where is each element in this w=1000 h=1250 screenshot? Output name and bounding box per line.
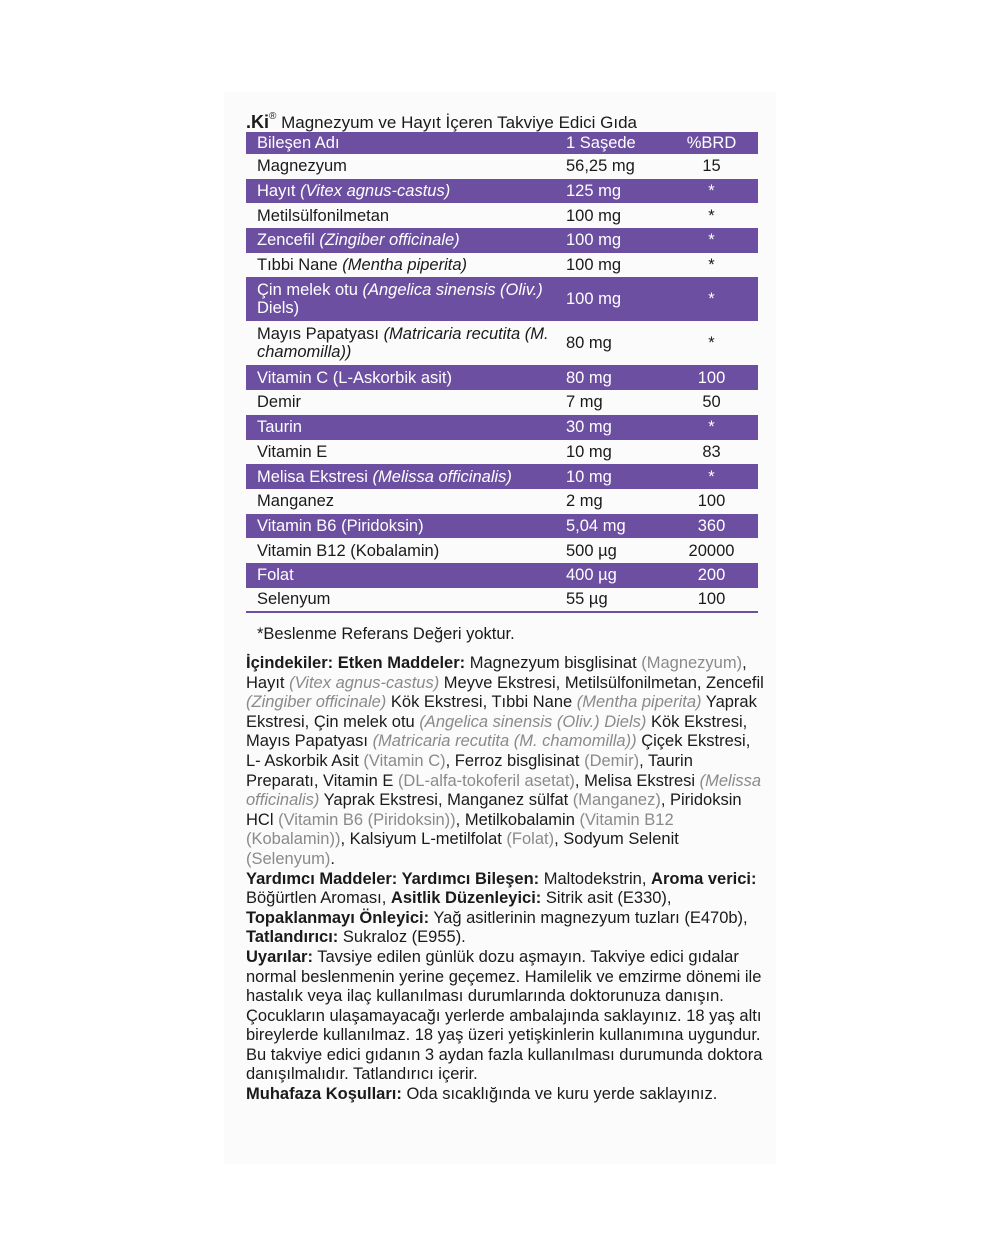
table-row — [246, 390, 758, 415]
row-latin-name: (Vitex agnus-castus) — [300, 182, 451, 201]
row-latin-name: (Mentha piperita) — [342, 256, 468, 275]
nutrition-table — [246, 132, 758, 613]
row-name: Magnezyum — [257, 157, 347, 176]
row-amount: 30 mg — [555, 415, 665, 440]
row-name: Tıbbi Nane — [257, 256, 343, 275]
row-brd: * — [708, 334, 715, 353]
ingredients-note: (Folat) — [506, 830, 555, 849]
ingredients-text: , Kalsiyum L-metilfolat — [340, 830, 507, 849]
row-amount: 100 mg — [555, 277, 665, 321]
row-amount: 56,25 mg — [566, 157, 635, 176]
table-row — [246, 277, 758, 321]
ingredients-text: Kök Ekstresi, Mayıs Papatyası — [246, 712, 748, 751]
ingredients-text: . — [330, 849, 335, 868]
row-brd: * — [665, 415, 758, 440]
ingredients-latin: (Matricaria recutita (M. chamomilla)) — [372, 732, 637, 751]
row-brd: * — [665, 228, 758, 253]
ingredients-note: (DL-alfa-tokoferil asetat) — [397, 771, 575, 790]
row-name: Manganez — [257, 492, 335, 511]
row-latin-name: (Melissa officinalis) — [372, 467, 512, 486]
ingredients-note: (Vitamin C) — [363, 751, 446, 770]
row-name: Metilsülfonilmetan — [257, 206, 390, 225]
row-amount: 100 mg — [566, 206, 622, 225]
excipients-text: Sukraloz (E955). — [338, 928, 466, 947]
row-brd: * — [665, 277, 758, 321]
warnings-text: Tavsiye edilen günlük dozu aşmayın. Takviye edici gıdalar normal beslenmenin yerine geçemez. Hamilelik ve emzirme dönemi ile hastalık veya ilaç kullanılması durumlarında doktorunuza danışın. Çocukların ulaşamayacağı yerlerde ambalajında saklayınız. 18 yaş altı bireylerde kullanılmaz. 18 yaş üzeri yetişkinlerin kullanımına uygundur. Bu takviye edici gıdanın 3 aydan fazla kullanılması durumunda doktora danışılmalıdır. Tatlandırıcı içerir. — [246, 947, 763, 1084]
ingredients-text: , Ferroz bisglisinat — [445, 751, 585, 770]
ingredients-latin: (Vitex agnus-castus) — [289, 673, 440, 692]
table-row — [246, 321, 758, 365]
registered-mark: ® — [269, 111, 277, 122]
row-amount: 100 mg — [566, 256, 622, 275]
brand-name: .Ki — [246, 112, 270, 132]
table-row — [246, 415, 758, 440]
excipients-sublabel: Asitlik Düzenleyici: — [390, 889, 542, 908]
table-row — [246, 228, 758, 253]
table-row — [246, 563, 758, 588]
ingredients-text: , Hayıt — [246, 654, 747, 692]
row-amount: 10 mg — [566, 442, 612, 461]
storage-text: Oda sıcaklığında ve kuru yerde saklayınız. — [401, 1085, 718, 1104]
row-name-tail: Diels) — [257, 299, 300, 318]
ingredients-text: , Sodyum Selenit — [554, 830, 679, 849]
header-ingredient: Bileşen Adı — [246, 132, 555, 154]
ingredients-text: Kök Ekstresi, Tıbbi Nane — [386, 693, 577, 712]
row-latin-name: (Angelica sinensis (Oliv.) — [362, 281, 543, 300]
warnings-label: Uyarılar: — [246, 947, 313, 966]
ingredients-note: (Manganez) — [572, 791, 661, 810]
header-brd: %BRD — [665, 132, 758, 154]
row-brd: 200 — [665, 563, 758, 588]
table-row — [246, 514, 758, 539]
row-name: Mayıs Papatyası — [257, 325, 384, 344]
row-amount: 10 mg — [555, 464, 665, 489]
row-name: Selenyum — [257, 590, 331, 609]
row-brd: 100 — [665, 588, 758, 613]
table-row — [246, 179, 758, 204]
table-row — [246, 489, 758, 514]
storage-label: Muhafaza Koşulları: — [246, 1085, 402, 1104]
warnings-paragraph — [246, 948, 766, 1085]
product-title-text: Magnezyum ve Hayıt İçeren Takviye Edici Gıda — [276, 113, 638, 132]
row-name: Vitamin B12 (Kobalamin) — [257, 541, 440, 560]
table-row — [246, 253, 758, 278]
table-row — [246, 464, 758, 489]
row-latin-name: (Matricaria recutita (M. chamomilla)) — [257, 325, 549, 362]
row-amount: 500 µg — [566, 541, 617, 560]
ingredients-note: (Demir) — [584, 751, 640, 770]
row-amount: 55 µg — [555, 588, 665, 613]
table-row — [246, 588, 758, 613]
row-name: Zencefil — [257, 231, 320, 250]
table-row — [246, 154, 758, 179]
row-amount: 2 mg — [566, 492, 603, 511]
row-name: Taurin — [257, 418, 302, 437]
row-name: Vitamin E — [257, 442, 328, 461]
row-brd: 100 — [665, 365, 758, 390]
excipients-paragraph — [246, 870, 766, 948]
row-name: Demir — [257, 393, 301, 412]
ingredients-text: , Melisa Ekstresi — [574, 771, 700, 790]
ingredients-latin: (Mentha piperita) — [576, 693, 702, 712]
row-brd: 83 — [702, 442, 721, 461]
ingredients-text: Meyve Ekstresi, Metilsülfonilmetan, Zencefil — [439, 673, 764, 692]
ingredients-text: Çiçek Ekstresi, L- Askorbik Asit — [246, 732, 751, 770]
excipients-sublabel: Aroma verici: — [651, 869, 757, 888]
ingredients-note: (Vitamin B12 (Kobalamin)) — [246, 810, 674, 849]
row-amount: 7 mg — [566, 393, 603, 412]
row-latin-name: (Zingiber officinale) — [319, 231, 460, 250]
row-amount: 100 mg — [555, 228, 665, 253]
row-brd: * — [708, 206, 715, 225]
table-row — [246, 203, 758, 228]
row-brd: * — [708, 256, 715, 275]
ingredients-text: , Metilkobalamin — [455, 810, 580, 829]
table-header-row — [246, 132, 758, 154]
excipients-sublabel: Tatlandırıcı: — [246, 928, 339, 947]
row-name: Hayıt — [257, 182, 301, 201]
ingredients-note: (Selenyum) — [246, 849, 331, 868]
ingredients-label: İçindekiler: Etken Maddeler: — [246, 654, 466, 672]
excipients-label: Yardımcı Maddeler: Yardımcı Bileşen: — [246, 869, 540, 888]
row-amount: 125 mg — [555, 179, 665, 204]
ingredients-text: , Piridoksin HCl — [246, 791, 742, 829]
ingredients-latin: (Angelica sinensis (Oliv.) Diels) — [419, 712, 647, 731]
brd-footnote: *Beslenme Referans Değeri yoktur. — [257, 625, 515, 643]
row-brd: 20000 — [688, 541, 735, 560]
row-brd: 360 — [665, 514, 758, 539]
table-row — [246, 538, 758, 563]
row-brd: * — [665, 464, 758, 489]
row-brd: 15 — [702, 157, 721, 176]
row-brd: 100 — [697, 492, 726, 511]
row-brd: * — [665, 179, 758, 204]
row-name: Melisa Ekstresi — [257, 467, 373, 486]
ingredients-paragraph — [246, 654, 766, 870]
row-amount: 80 mg — [555, 365, 665, 390]
table-row — [246, 365, 758, 390]
header-amount: 1 Saşede — [555, 132, 665, 154]
excipients-text: Yağ asitlerinin magnezyum tuzları (E470b), — [429, 908, 748, 927]
ingredients-latin: (Melissa officinalis) — [246, 771, 762, 810]
product-title — [246, 106, 766, 134]
ingredients-note: (Magnezyum) — [641, 654, 743, 672]
ingredients-note: (Vitamin B6 (Piridoksin)) — [278, 810, 456, 829]
table-row — [246, 440, 758, 465]
ingredients-text: Yaprak Ekstresi, Çin melek otu — [246, 693, 757, 731]
row-name: Vitamin C (L-Askorbik asit) — [257, 368, 452, 387]
excipients-text: Maltodekstrin, — [539, 869, 652, 888]
excipients-text: Böğürtlen Aroması, — [246, 889, 391, 908]
row-amount: 400 µg — [555, 563, 665, 588]
label-body-text — [246, 654, 766, 1105]
row-brd: 50 — [702, 393, 721, 412]
ingredients-text: , Taurin Preparatı, Vitamin E — [246, 751, 693, 790]
excipients-text: Sitrik asit (E330), — [541, 889, 672, 908]
row-name: Vitamin B6 (Piridoksin) — [257, 516, 424, 535]
ingredients-latin: (Zingiber officinale) — [246, 693, 387, 712]
row-name: Folat — [257, 566, 294, 585]
storage-paragraph — [246, 1085, 766, 1105]
row-amount: 5,04 mg — [555, 514, 665, 539]
ingredients-text: Magnezyum bisglisinat — [465, 654, 642, 672]
row-amount: 80 mg — [566, 334, 612, 353]
excipients-sublabel: Topaklanmayı Önleyici: — [246, 908, 430, 927]
row-name: Çin melek otu — [257, 281, 363, 300]
ingredients-text: Yaprak Ekstresi, Manganez sülfat — [319, 791, 573, 810]
